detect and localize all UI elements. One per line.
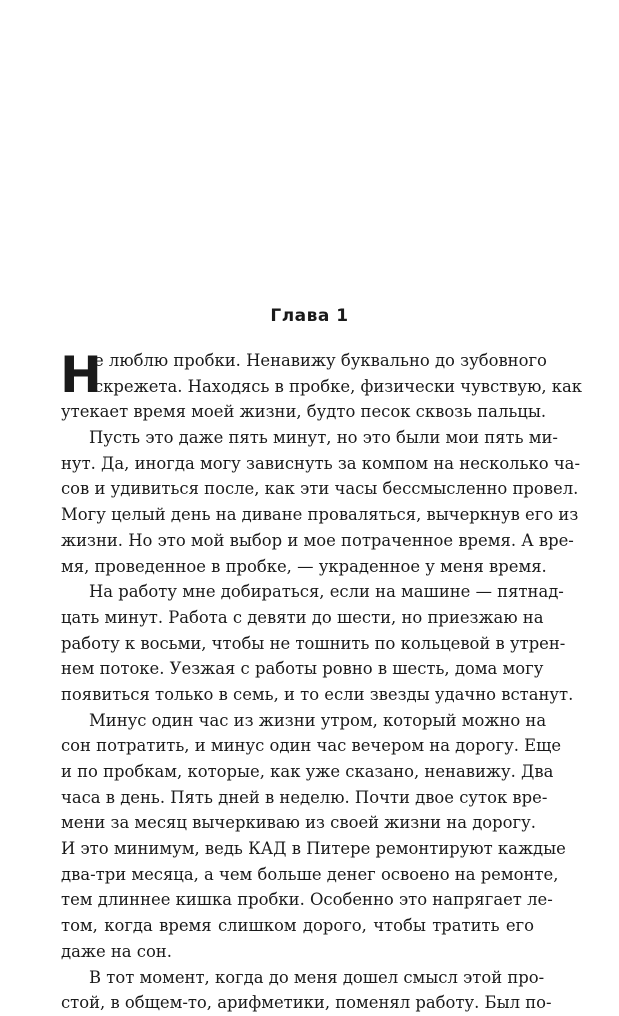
text-line: И это минимум, ведь КАД в Питере ремонтируют каждые	[61, 839, 566, 859]
text-line: мя, проведенное в пробке, — украденное у меня время.	[61, 556, 547, 576]
text-line: цать минут. Работа с девяти до шести, но приезжаю на	[61, 607, 544, 627]
text-line: том, когда время слишком дорого, чтобы тратить его	[61, 916, 534, 936]
text-line: сов и удивиться после, как эти часы бессмысленно провел.	[61, 479, 579, 499]
text-line: появиться только в семь, и то если звезды удачно встанут.	[61, 684, 574, 704]
body-text	[60, 346, 583, 1016]
text-line: утекает время моей жизни, будто песок сквозь пальцы.	[61, 402, 547, 422]
text-line: В тот момент, когда до меня дошел смысл этой про-	[89, 967, 545, 987]
text-line: работу к восьми, чтобы не тошнить по кольцевой в утрен-	[61, 633, 566, 653]
text-line: Минус один час из жизни утром, который можно на	[89, 710, 547, 730]
text-line: жизни. Но это мой выбор и мое потраченное время. А вре-	[61, 530, 574, 550]
text-line: скрежета. Находясь в пробке, физически чувствую, как	[94, 376, 583, 396]
text-line: Могу целый день на диване проваляться, вычеркнув его из	[61, 505, 579, 525]
text-line: и по пробкам, которые, как уже сказано, ненавижу. Два	[61, 762, 554, 781]
text-line: мени за месяц вычеркиваю из своей жизни на дорогу.	[61, 813, 536, 833]
text-line: е люблю пробки. Ненавижу буквально до зубовного	[94, 351, 547, 370]
text-line: нем потоке. Уезжая с работы ровно в шесть, дома могу	[61, 659, 544, 679]
text-line: сон потратить, и минус один час вечером на дорогу. Еще	[61, 736, 562, 756]
text-line: тем длиннее кишка пробки. Особенно это напрягает ле-	[61, 890, 553, 910]
text-line: часа в день. Пять дней в неделю. Почти двое суток вре-	[61, 787, 548, 807]
text-line: стой, в общем-то, арифметики, поменял работу. Был по-	[61, 993, 552, 1013]
text-line: Пусть это даже пять минут, но это были мои пять ми-	[89, 428, 558, 448]
text-line: даже на сон.	[61, 941, 172, 961]
text-line: два-три месяца, а чем больше денег освоено на ремонте,	[61, 864, 559, 884]
drop-cap: Н	[60, 346, 102, 404]
chapter-title: Глава 1	[270, 306, 349, 326]
text-line: На работу мне добираться, если на машине — пятнад-	[89, 582, 564, 602]
text-line: нут. Да, иногда могу зависнуть за компом на несколько ча-	[61, 453, 580, 473]
